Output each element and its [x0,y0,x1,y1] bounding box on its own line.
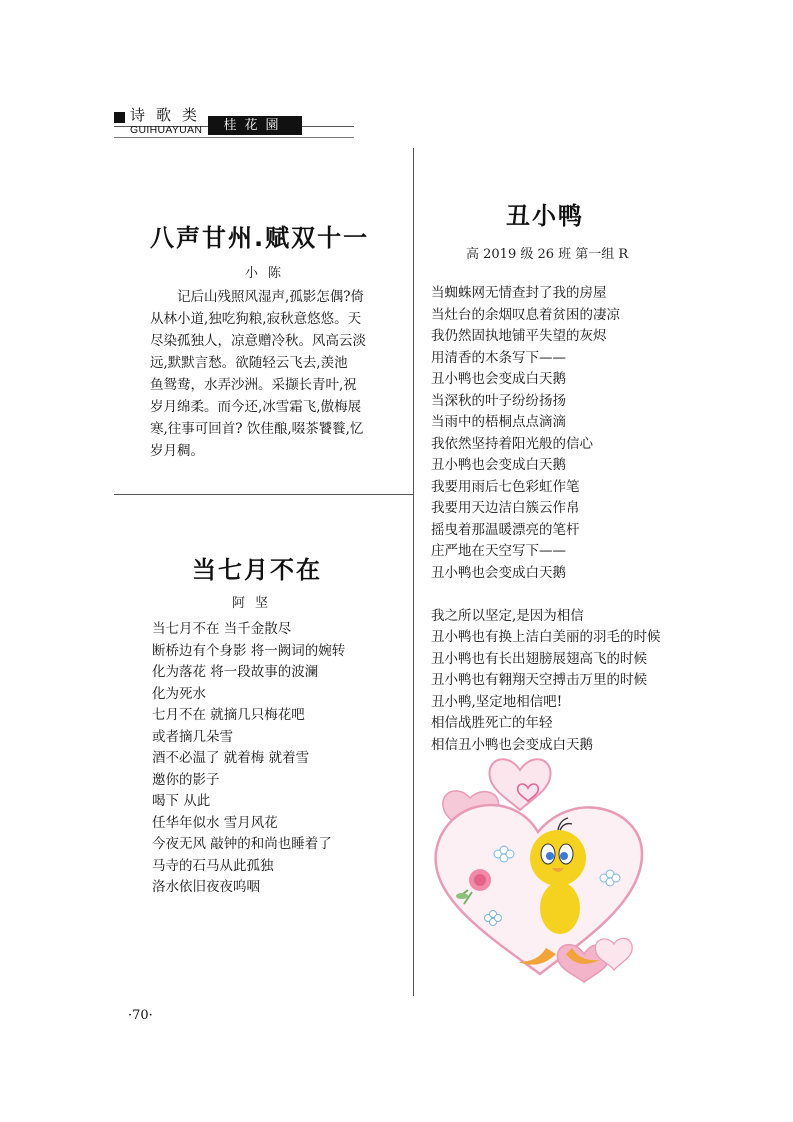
poem2-line: 七月不在 就摘几只梅花吧 [152,707,305,723]
poem2-line: 喝下 从此 [152,793,211,809]
poem2-author: 阿坚 [232,596,279,611]
poem3-line: 丑小鸭也会变成白天鹅 [431,564,566,581]
poem1-line: 鱼鸳鸯，水弄沙洲。采撷长青叶,祝 [150,377,357,393]
poem3-line: 摇曳着那温暖漂亮的笔杆 [431,521,580,538]
poem1-line: 尽染孤独人，凉意赠冷秋。风高云淡 [150,333,366,349]
poem3-line: 当灶台的余烟叹息着贫困的凄凉 [431,306,620,323]
poem2-title: 当七月不在 [192,556,322,584]
poem1-line: 岁月稠。 [150,443,204,459]
poem3-line: 丑小鸭也有翱翔天空搏击万里的时候 [431,672,647,688]
poem1-line: 寒,往事可回首? 饮佳酿,啜茶饕餮,忆 [150,421,364,437]
header-rule-bottom [114,137,354,138]
poem-divider [114,494,413,495]
poem1-body [150,286,366,462]
poem1-author: 小陈 [245,266,292,281]
poem1-line: 远,默默言愁。欲随轻云飞去,羡池 [150,355,348,371]
poem3-line: 我要用雨后七色彩虹作笔 [431,478,580,495]
poem2-line: 任华年似水 雪月风花 [152,814,278,831]
poem3-line: 当蜘蛛网无情查封了我的房屋 [431,285,607,301]
poem2-line: 当七月不在 当千金散尽 [152,621,292,637]
section-category: 诗歌类 [130,106,209,124]
poem3-line: 庄严地在天空写下—— [431,543,566,559]
poem1-line: 从林小道,独吃狗粮,寂秋意悠悠。天 [150,311,362,327]
poem3-author: 高 2019 级 26 班 第一组 R [466,247,629,262]
poem2-line: 化为落花 将一段故事的波澜 [152,664,319,680]
journal-name-cn: 桂花園 [208,116,302,135]
poem3-line: 相信丑小鸭也会变成白天鹅 [431,736,593,753]
poem3-line: 丑小鸭也会变成白天鹅 [431,371,566,387]
poem3-line: 丑小鸭也会变成白天鹅 [431,457,566,473]
poem2-line: 断桥边有个身影 将一阙词的婉转 [152,642,346,659]
column-divider [413,148,414,996]
poem2-line: 化为死水 [152,685,206,702]
poem2-line: 洛水依旧夜夜呜咽 [152,879,260,895]
poem3-line: 丑小鸭也有换上洁白美丽的羽毛的时候 [431,629,661,645]
poem3-line: 我要用天边洁白簇云作帛 [431,500,580,516]
poem1-title: 八声甘州.赋双十一 [150,224,370,252]
poem1-line: 记后山残照风湿声,孤影怎偶?倚 [177,289,365,305]
poem2-line: 或者摘几朵雪 [152,728,233,745]
poem3-line: 我之所以坚定,是因为相信 [431,607,584,624]
poem3-line: 我依然坚持着阳光般的信心 [431,435,593,452]
poem2-line: 今夜无风 敲钟的和尚也睡着了 [152,836,332,852]
poem3-line: 用清香的木条写下—— [431,349,566,366]
page-number: ·70· [128,1008,153,1023]
stanza-gap [431,584,661,606]
poem3-line: 我仍然固执地铺平失望的灰烬 [431,328,607,344]
poem3-line: 相信战胜死亡的年轻 [431,715,553,731]
journal-name-en: GUIHUAYUAN [130,124,203,136]
poem2-line: 马寺的石马从此孤独 [152,857,274,874]
poem3-line: 丑小鸭也有长出翅膀展翅高飞的时候 [431,650,647,667]
poem2-body [152,619,345,899]
poem2-line: 邀你的影子 [152,771,220,788]
poem3-body [431,283,661,756]
poem1-line: 岁月绵柔。而今还,冰雪霜飞,傲梅展 [150,399,362,415]
poem3-line: 当深秋的叶子纷纷扬扬 [431,392,566,409]
poem3-title: 丑小鸭 [506,202,584,230]
poem3-line: 当雨中的梧桐点点滴滴 [431,414,566,430]
heart-bird-illustration [428,748,650,984]
header-square-icon [114,112,125,123]
poem3-line: 丑小鸭,坚定地相信吧! [431,693,563,710]
poem2-line: 酒不必温了 就着梅 就着雪 [152,750,310,766]
